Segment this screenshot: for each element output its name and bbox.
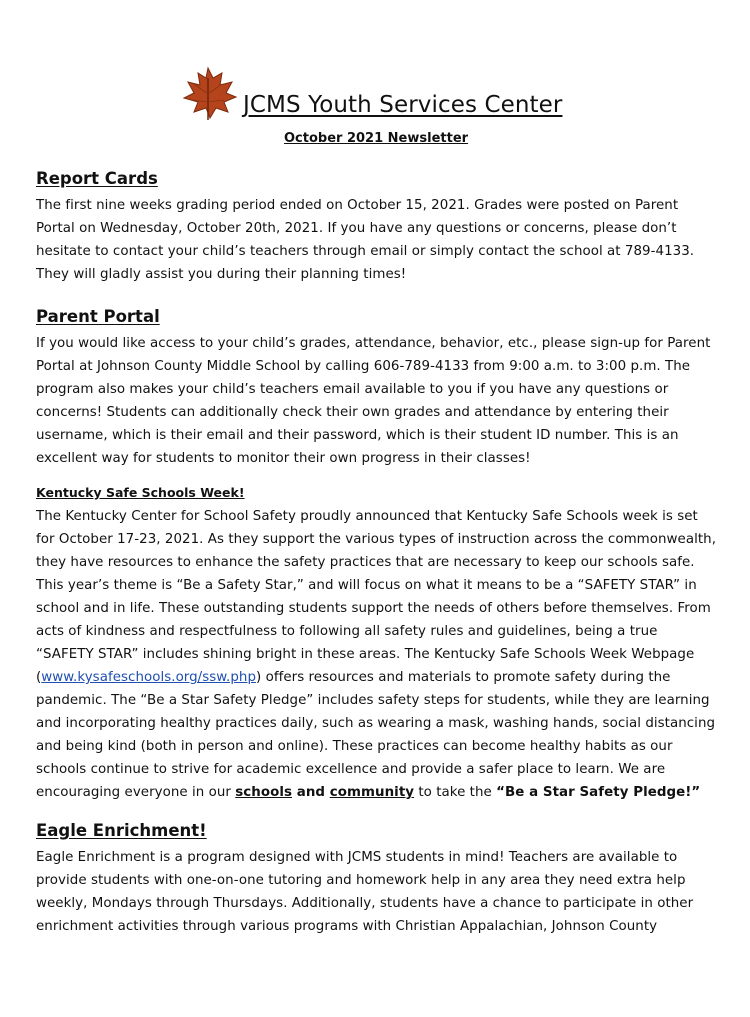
eagle-enrichment-heading: Eagle Enrichment! bbox=[36, 821, 207, 840]
safe-schools-text-3: to take the bbox=[414, 785, 497, 800]
section-report-cards bbox=[36, 168, 716, 286]
community-bold-text: community bbox=[329, 785, 415, 800]
safe-schools-text-1: The Kentucky Center for School Safety proudly announced that Kentucky Safe Schools week is set for October 17-23, 2021. As they support the various types of instruction across the commonwealth, they have resources to enhance the safety practices that are necessary to keep our schools safe. This year’s theme is “Be a Safety Star,” and will focus on what it means to be a “SAFETY STAR” in school and in life. These outstanding students support the needs of others before themselves. From acts of kindness and respectfulness to following all safety rules and guidelines, being a true “SAFETY STAR” includes shining bright in these areas. The Kentucky Safe Schools Week Webpage ( bbox=[36, 509, 716, 685]
newsletter-content bbox=[36, 168, 716, 938]
and-bold-text: and bbox=[292, 785, 330, 800]
report-cards-heading: Report Cards bbox=[36, 169, 158, 188]
pledge-bold-text: “Be a Star Safety Pledge!” bbox=[496, 785, 701, 800]
safe-schools-webpage-link[interactable]: www.kysafeschools.org/ssw.php bbox=[41, 670, 257, 685]
maple-leaf-icon bbox=[176, 64, 240, 122]
section-eagle-enrichment bbox=[36, 820, 716, 938]
parent-portal-body: If you would like access to your child’s grades, attendance, behavior, etc., please sign-up for Parent Portal at Johnson County Middle School by calling 606-789-4133 from 9:00 a.m. to 3:00 p.m. The program also makes your child’s teachers email available to you if you have any questions or concerns! Students can additionally check their own grades and attendance by entering their username, which is their email and their password, which is their student ID number. This is an excellent way for students to monitor their own progress in their classes! bbox=[36, 336, 711, 466]
newsletter-subtitle: October 2021 Newsletter bbox=[284, 131, 469, 146]
eagle-enrichment-body: Eagle Enrichment is a program designed with JCMS students in mind! Teachers are available to provide students with one-on-one tutoring and homework help in any area they need extra help weekly, Mondays through Thursdays. Additionally, students have a chance to participate in other enrichment activities through various programs with Christian Appalachian, Johnson County bbox=[36, 850, 694, 934]
schools-bold-text: schools bbox=[235, 785, 293, 800]
report-cards-body: The first nine weeks grading period ended on October 15, 2021. Grades were posted on Parent Portal on Wednesday, October 20th, 2021. If you have any questions or concerns, please don’t hesitate to contact your child’s teachers through email or simply contact the school at 789-4133. They will gladly assist you during their planning times! bbox=[36, 198, 695, 282]
section-parent-portal bbox=[36, 306, 716, 470]
safe-schools-text-2: ) offers resources and materials to promote safety during the pandemic. The “Be a Star Safety Pledge” includes safety steps for students, while they are learning and incorporating healthy practices daily, such as wearing a mask, washing hands, social distancing and being kind (both in person and online). These practices can become healthy habits as our schools continue to strive for academic excellence and provide a safer place to learn. We are encouraging everyone in our bbox=[36, 670, 716, 800]
section-safe-schools bbox=[36, 484, 716, 804]
safe-schools-body bbox=[36, 505, 716, 804]
newsletter-title: JCMS Youth Services Center bbox=[243, 92, 563, 118]
parent-portal-heading: Parent Portal bbox=[36, 307, 160, 326]
safe-schools-heading: Kentucky Safe Schools Week! bbox=[36, 485, 245, 500]
